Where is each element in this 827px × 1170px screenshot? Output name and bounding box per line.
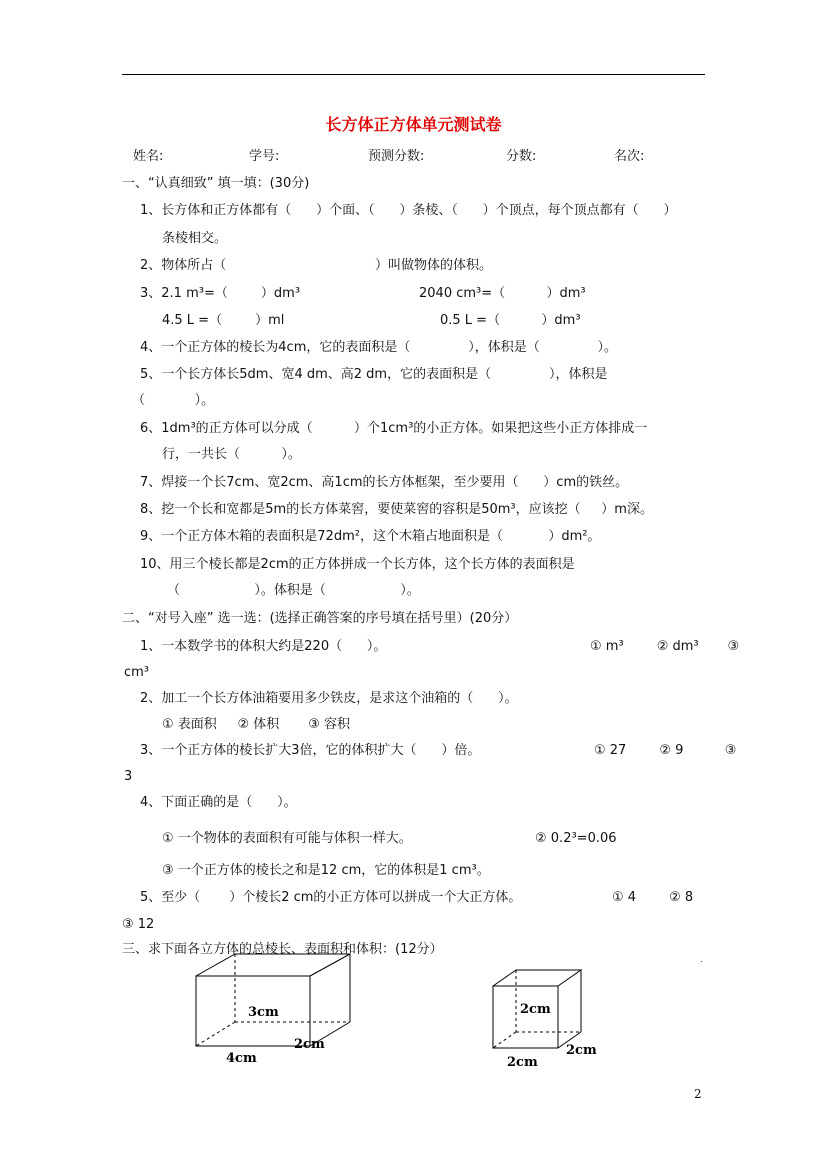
stray-dot: . bbox=[700, 955, 703, 964]
answer-options: ② 0.2³=0.06 bbox=[535, 831, 617, 846]
question-text: 3、2.1 m³=（ ）dm³ bbox=[140, 286, 301, 301]
answer-options: ① 4 ② 8 bbox=[612, 890, 694, 905]
question-text: 9、一个正方体木箱的表面积是72dm²，这个木箱占地面积是（ ）dm²。 bbox=[140, 529, 601, 544]
question-text: 8、挖一个长和宽都是5m的长方体菜窖，要使菜窖的容积是50m³，应该挖（ ）m深。 bbox=[140, 502, 653, 517]
answer-options: ① 一个物体的表面积有可能与体积一样大。 bbox=[162, 831, 412, 846]
question-text: 6、1dm³的正方体可以分成（ ）个1cm³的小正方体。如果把这些小正方体排成一 bbox=[140, 421, 648, 436]
question-text: （ ）。体积是（ ）。 bbox=[167, 583, 420, 598]
question-text: 7、焊接一个长7cm、宽2cm、高1cm的长方体框架，至少要用（ ）cm的铁丝。 bbox=[140, 475, 629, 490]
name-label: 姓名: bbox=[133, 149, 164, 164]
cuboid-width-label: 2cm bbox=[294, 1037, 325, 1052]
question-text: 条棱相交。 bbox=[162, 231, 228, 246]
rank-label: 名次: bbox=[614, 149, 645, 164]
section3-heading: 三、求下面各立方体的总棱长、表面积和体积：(12分） bbox=[122, 942, 443, 957]
cuboid-length-label: 4cm bbox=[226, 1051, 257, 1066]
cube-figure bbox=[480, 968, 597, 1078]
question-text: 4、下面正确的是（ ）。 bbox=[140, 795, 297, 810]
question-text: 2、物体所占（ ）叫做物体的体积。 bbox=[140, 258, 493, 273]
answer-options: 3 bbox=[124, 769, 133, 784]
cuboid-figure bbox=[180, 960, 340, 1070]
answer-options: cm³ bbox=[124, 665, 150, 680]
page-number: 2 bbox=[694, 1087, 702, 1101]
question-text: 1、一本数学书的体积大约是220（ ）。 bbox=[140, 639, 387, 654]
question-text: 2、加工一个长方体油箱要用多少铁皮，是求这个油箱的（ ）。 bbox=[140, 691, 518, 706]
section2-heading: 二、“对号入座” 选一选：(选择正确答案的序号填在括号里）(20分） bbox=[122, 611, 518, 626]
question-text: 4.5 L =（ ）ml bbox=[162, 313, 285, 328]
question-text: 1、长方体和正方体都有（ ）个面、（ ）条棱、（ ）个顶点，每个顶点都有（ ） bbox=[140, 203, 677, 218]
cube-length-label: 2cm bbox=[507, 1055, 538, 1070]
cuboid-height-label: 3cm bbox=[248, 1005, 279, 1020]
section1-heading: 一、“认真细致” 填一填：(30分) bbox=[122, 176, 310, 191]
question-text: 5、至少（ ）个棱长2 cm的小正方体可以拼成一个大正方体。 bbox=[140, 890, 522, 905]
page-title: 长方体正方体单元测试卷 bbox=[325, 115, 502, 134]
cube-width-label: 2cm bbox=[566, 1043, 597, 1058]
answer-options: ① m³ ② dm³ ③ bbox=[590, 639, 740, 654]
number-label: 学号: bbox=[249, 149, 280, 164]
answer-options: ③ 一个正方体的棱长之和是12 cm，它的体积是1 cm³。 bbox=[162, 863, 490, 878]
cube-height-label: 2cm bbox=[520, 1002, 551, 1017]
answer-options: ③ 12 bbox=[122, 917, 155, 932]
question-text: 4、一个正方体的棱长为4cm，它的表面积是（ ），体积是（ ）。 bbox=[140, 340, 618, 355]
question-text: 3、一个正方体的棱长扩大3倍，它的体积扩大（ ）倍。 bbox=[140, 743, 481, 758]
question-text: 5、一个长方体长5dm、宽4 dm、高2 dm，它的表面积是（ ），体积是 bbox=[140, 367, 608, 382]
predicted-score-label: 预测分数: bbox=[368, 149, 425, 164]
question-text: （ ）。 bbox=[132, 393, 215, 408]
question-text: 10、用三个棱长都是2cm的正方体拼成一个长方体，这个长方体的表面积是 bbox=[140, 557, 575, 572]
top-rule bbox=[122, 74, 705, 75]
question-text: 0.5 L =（ ）dm³ bbox=[440, 313, 581, 328]
question-text: 2040 cm³=（ ）dm³ bbox=[419, 286, 586, 301]
score-label: 分数: bbox=[506, 149, 537, 164]
answer-options: ① 表面积 ② 体积 ③ 容积 bbox=[162, 717, 350, 732]
answer-options: ① 27 ② 9 ③ bbox=[594, 743, 737, 758]
question-text: 行，一共长（ ）。 bbox=[162, 447, 301, 462]
